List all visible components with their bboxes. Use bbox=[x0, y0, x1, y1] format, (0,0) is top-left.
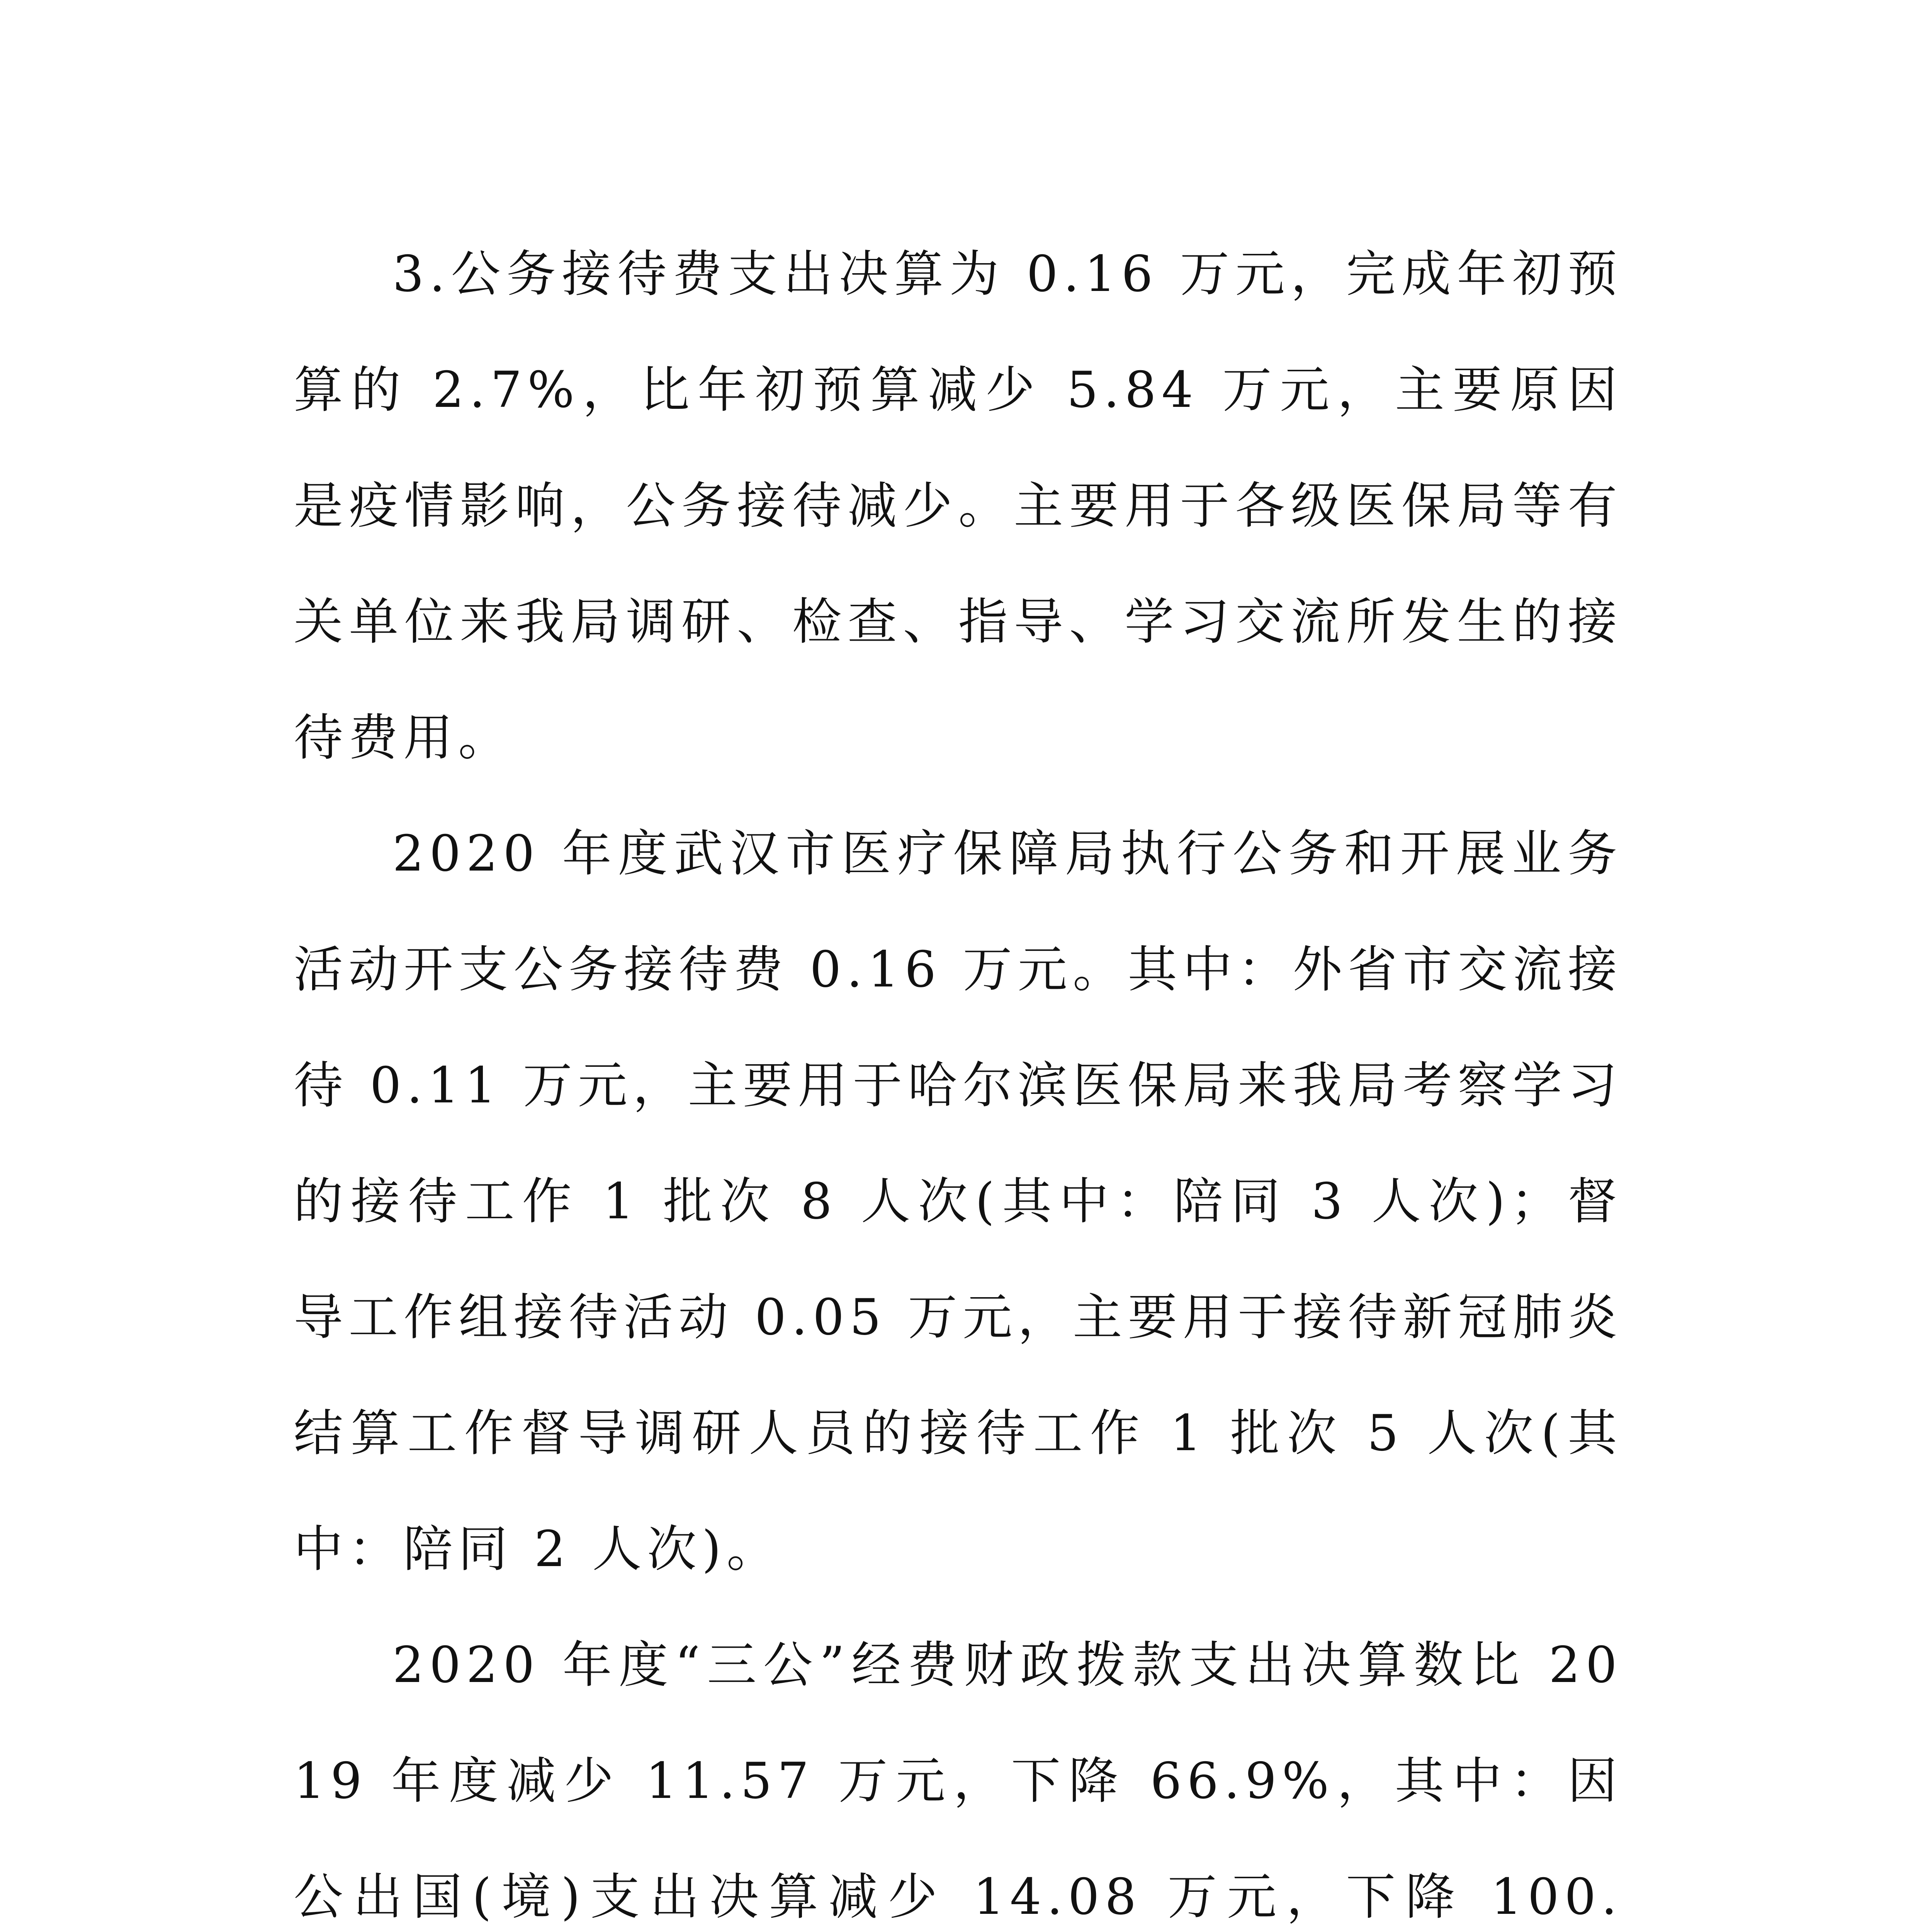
paragraph-three-public-expenses-comparison: 2020 年度“三公”经费财政拨款支出决算数比 2019 年度减少 11.57 万元，下降 66.9%，其中：因公出国(境)支出决算减少 14.08 万元，下降 100. bbox=[294, 1636, 1623, 1926]
paragraph-reception-expense: 3.公务接待费支出决算为 0.16 万元，完成年初预算的 2.7%，比年初预算减少 5.84 万元，主要原因是疫情影响，公务接待减少。主要用于各级医保局等有关单位来我局调研、检查、指导、学习交流所发生的接待费用。 bbox=[294, 245, 1623, 767]
paragraph-reception-details: 2020 年度武汉市医疗保障局执行公务和开展业务活动开支公务接待费 0.16 万元。其中：外省市交流接待 0.11 万元，主要用于哈尔滨医保局来我局考察学习的接待工作 1 批次 8 人次(其中：陪同 3 人次)；督导工作组接待活动 0.05 万元，主要用于接待新冠肺炎结算工作督导调研人员的接待工作 1 批次 5 人次(其中：陪同 2 人次)。 bbox=[294, 825, 1622, 1578]
document-page bbox=[294, 216, 1622, 1932]
